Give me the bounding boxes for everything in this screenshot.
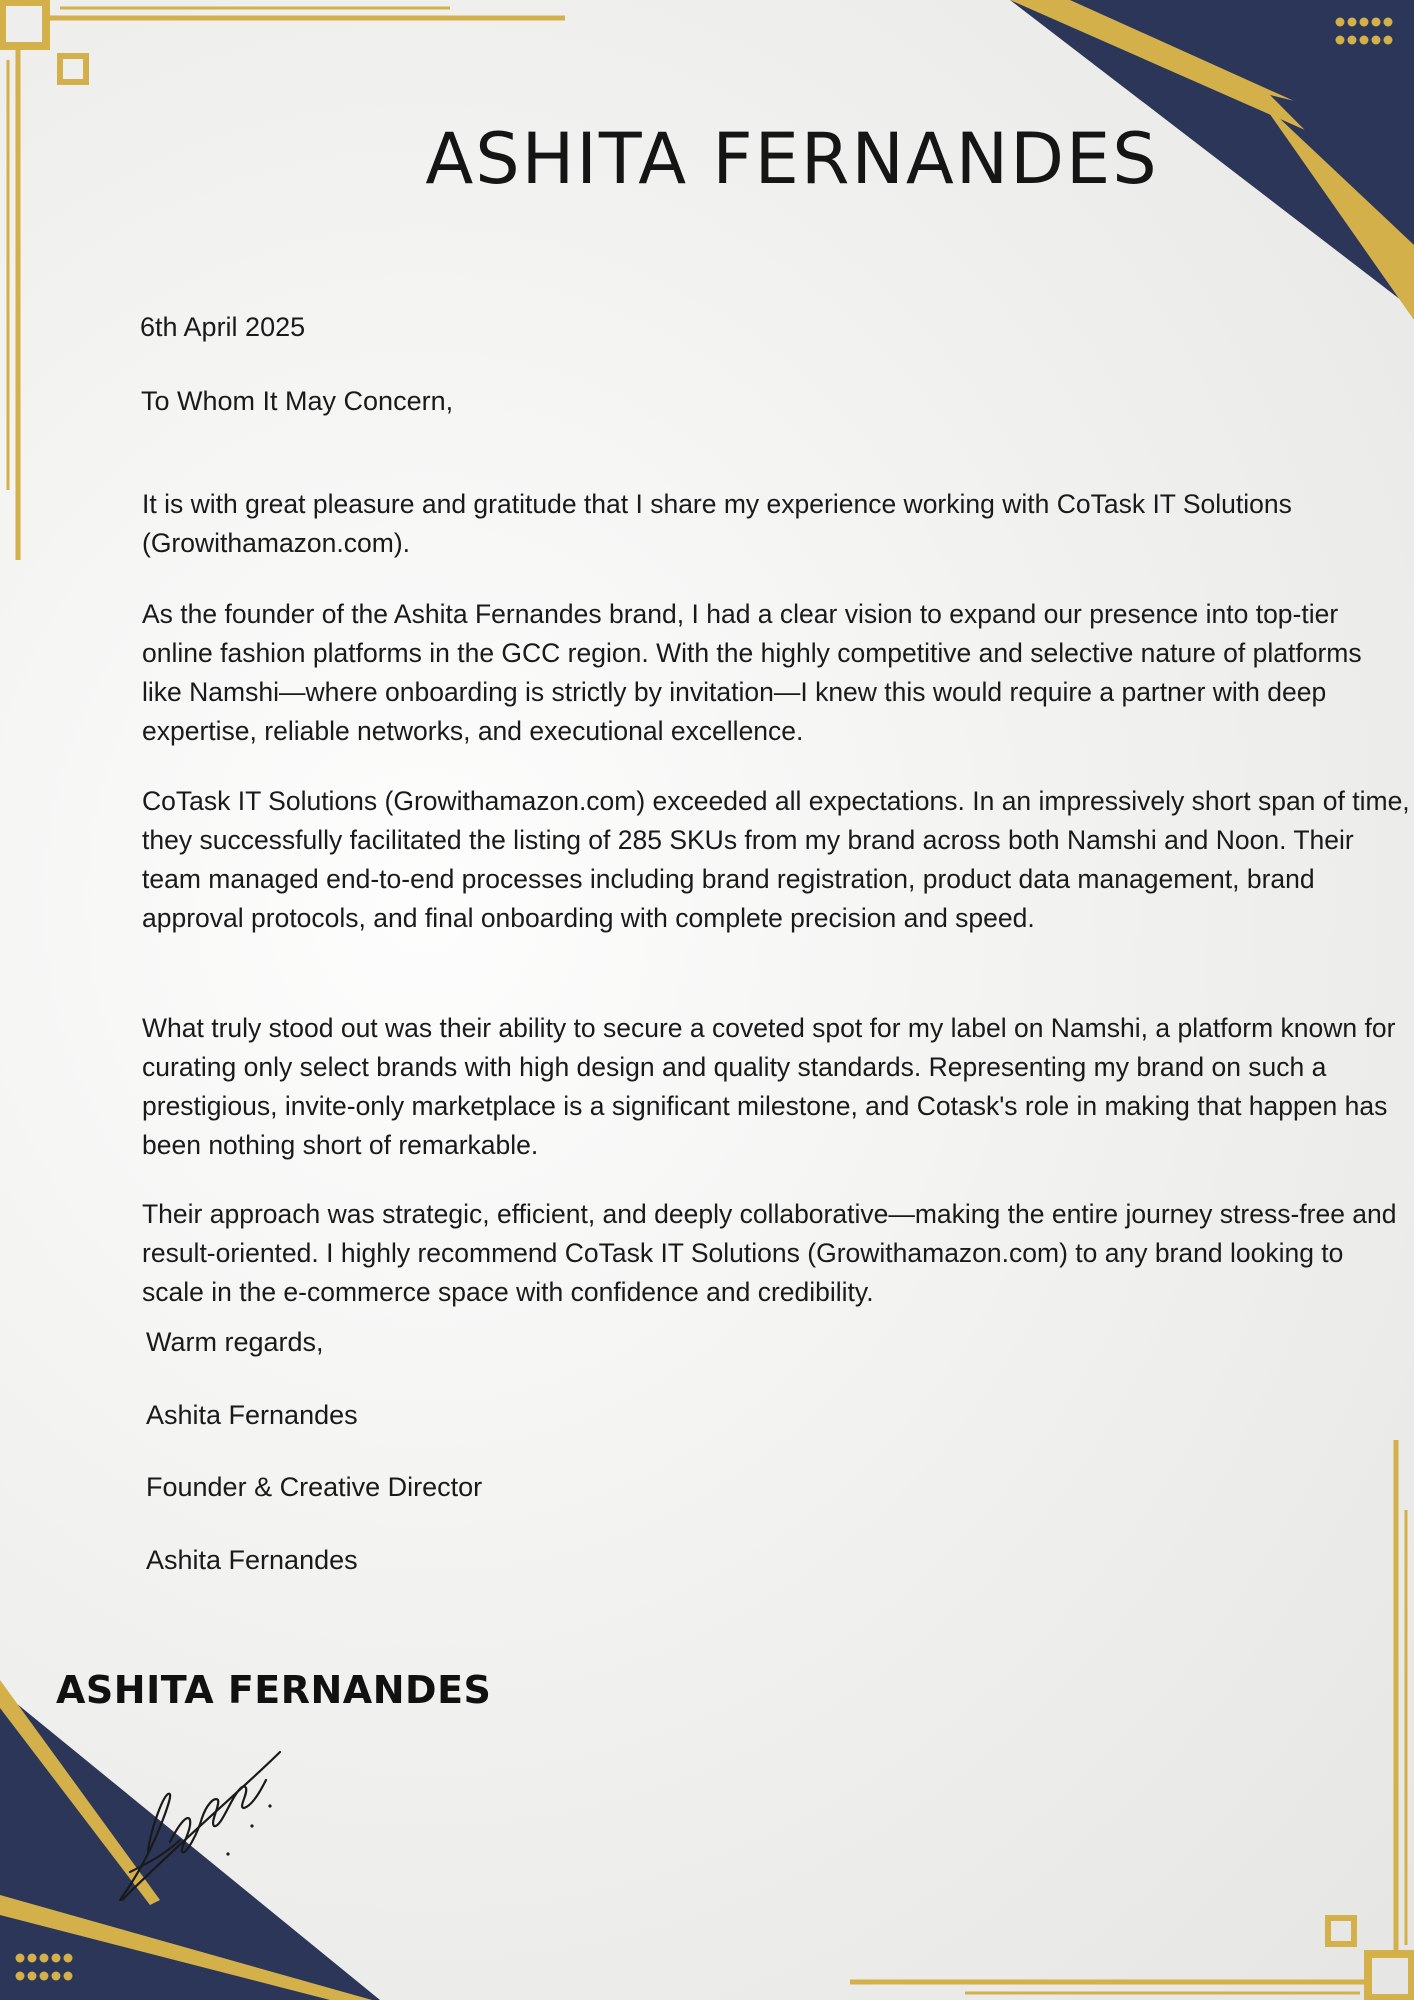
letter-paragraph: Their approach was strategic, efficient, and deeply collaborative—making the entire journey stress-free and result-oriented. I highly recommend CoTask IT Solutions (Growithamazon.com) to any brand looking to scale in the e-commerce space with confidence and credibility.	[142, 1198, 1397, 1307]
signer-title: Founder & Creative Director	[146, 1472, 483, 1502]
letter-paragraph: CoTask IT Solutions (Growithamazon.com) exceeded all expectations. In an impressively short span of time, they successfully facilitated the listing of 285 SKUs from my brand across both Namshi and Noon. Their team managed end-to-end processes including brand registration, product data management, brand approval protocols, and final onboarding with complete precision and speed.	[142, 785, 1410, 933]
name-stamp: ASHITA FERNANDES	[56, 1668, 492, 1712]
handwritten-signature-icon	[110, 1722, 310, 1912]
signer-name: Ashita Fernandes	[146, 1400, 358, 1430]
letterhead-title: ASHITA FERNANDES	[425, 118, 1159, 200]
bottom-right-frame	[850, 1440, 1412, 1998]
letter-date: 6th April 2025	[140, 312, 306, 342]
letter-paragraph: As the founder of the Ashita Fernandes brand, I had a clear vision to expand our presence into top-tier online fashion platforms in the GCC region. With the highly competitive and selective nature of platforms like Namshi—where onboarding is strictly by invitation—I knew this would require a partner with deep expertise, reliable networks, and executional excellence.	[142, 598, 1362, 746]
letter-closing: Warm regards,	[146, 1327, 324, 1357]
letter-paragraph: What truly stood out was their ability to secure a coveted spot for my label on Namshi, a platform known for curating only select brands with high design and quality standards. Representing my brand on such a prestigious, invite-only marketplace is a significant milestone, and Cotask's role in making that happen has been nothing short of remarkable.	[142, 1012, 1396, 1160]
letter-salutation: To Whom It May Concern,	[141, 386, 454, 416]
signer-company: Ashita Fernandes	[146, 1545, 358, 1575]
letter-paragraph: It is with great pleasure and gratitude that I share my experience working with CoTask IT Solutions (Growithamazon.com).	[142, 488, 1292, 558]
top-left-frame	[2, 2, 565, 560]
